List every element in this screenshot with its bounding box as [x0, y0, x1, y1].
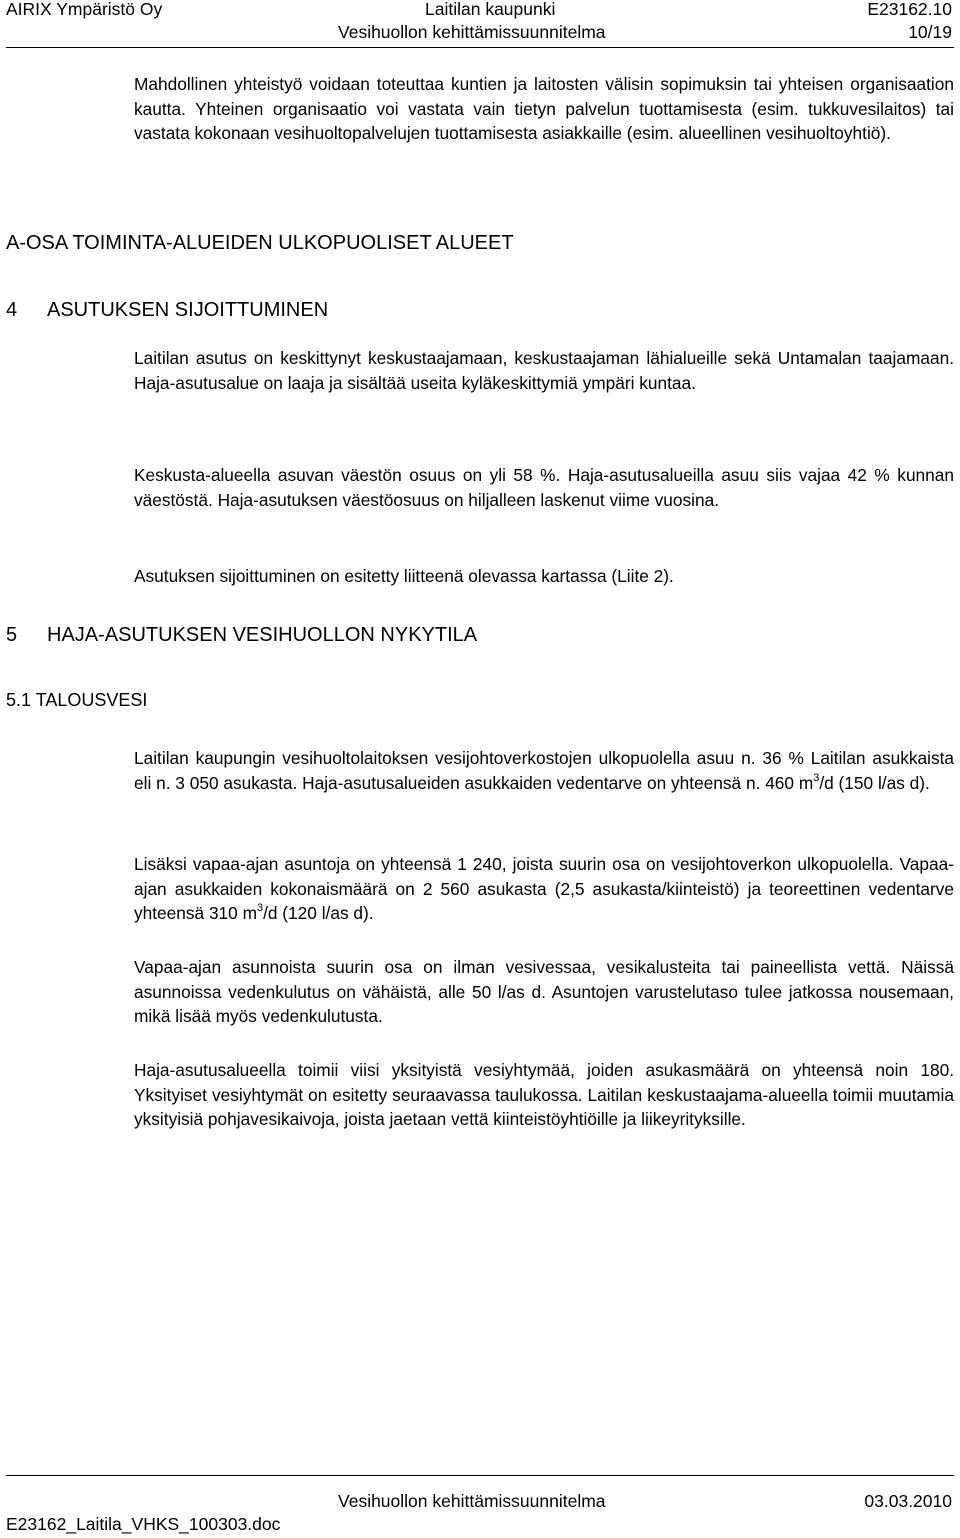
- header-divider: [6, 47, 954, 48]
- footer-filename: E23162_Laitila_VHKS_100303.doc: [6, 1514, 281, 1534]
- section-4-heading: [6, 297, 328, 323]
- section-4-title: ASUTUKSEN SIJOITTUMINEN: [47, 299, 329, 321]
- p2-text-a: Lisäksi vapaa-ajan asuntoja on yhteensä 1 240, joista suurin osa on vesijohtoverkon ulkopuolella. Vapaa-ajan asukkaiden kokonaismäärä on 2 560 asukasta (2,5 asukasta/kiinteistö) ja teoreettinen vedentarve yhteensä 310 m: [134, 854, 954, 924]
- header-page-number: 10/19: [908, 22, 952, 42]
- header-company: AIRIX Ympäristö Oy: [6, 0, 163, 19]
- footer-doc-title: Vesihuollon kehittämissuunnitelma: [338, 1491, 606, 1511]
- section-5-heading: [6, 622, 477, 648]
- header-client: Laitilan kaupunki: [425, 0, 556, 19]
- section-4-number: 4: [6, 299, 18, 321]
- section-5-1-paragraph-3: Vapaa-ajan asunnoista suurin osa on ilman vesivessaa, vesikalusteita tai paineellista vettä. Näissä asunnoissa vedenkulutus on vähäistä, alle 50 l/as d. Asuntojen varustelutaso tulee jatkossa nousemaan, mikä lisää myös vedenkulutusta.: [134, 957, 954, 1027]
- section-5-1-paragraph-2: [134, 852, 954, 926]
- header-project-code: E23162.10: [867, 0, 952, 19]
- section-5-1-heading: 5.1 TALOUSVESI: [6, 690, 148, 710]
- p1-text-b: /d (150 l/as d).: [819, 772, 930, 793]
- section-5-1-paragraph-1: [134, 746, 954, 795]
- section-5-number: 5: [6, 624, 18, 646]
- p1-text-a: Laitilan kaupungin vesihuoltolaitoksen vesijohtoverkostojen ulkopuolella asuu n. 36 % Laitilan asukkaista eli n. 3 050 asukasta. Haja-asutusalueiden asukkaiden vedentarve on yhteensä n. 460 m: [134, 748, 954, 793]
- footer-date: 03.03.2010: [864, 1491, 952, 1511]
- p1-superscript: 3: [813, 771, 820, 784]
- section-4-paragraph-2: Keskusta-alueella asuvan väestön osuus on yli 58 %. Haja-asutusalueilla asuu siis vajaa 42 % kunnan väestöstä. Haja-asutuksen väestöosuus on hiljalleen laskenut viime vuosina.: [134, 465, 954, 510]
- header-doc-title: Vesihuollon kehittämissuunnitelma: [338, 22, 606, 42]
- p2-text-b: /d (120 l/as d).: [263, 903, 374, 924]
- p2-superscript: 3: [256, 902, 264, 915]
- section-5-1-paragraph-4: Haja-asutusalueella toimii viisi yksityistä vesiyhtymää, joiden asukasmäärä on yhteensä noin 180. Yksityiset vesiyhtymät on esitetty seuraavassa taulukossa. Laitilan keskustaajama-alueella toimii muutamia yksityisiä pohjavesikaivoja, joista jaetaan vettä kiinteistöyhtiöille ja liikeyrityksille.: [134, 1060, 954, 1130]
- section-4-paragraph-3: Asutuksen sijoittuminen on esitetty liitteenä olevassa kartassa (Liite 2).: [134, 566, 674, 586]
- section-5-title: HAJA-ASUTUKSEN VESIHUOLLON NYKYTILA: [47, 624, 478, 646]
- part-heading: A-OSA TOIMINTA-ALUEIDEN ULKOPUOLISET ALUEET: [6, 232, 514, 254]
- footer-divider: [6, 1475, 954, 1476]
- intro-paragraph: Mahdollinen yhteistyö voidaan toteuttaa kuntien ja laitosten välisin sopimuksin tai yhteisen organisaation kautta. Yhteinen organisaatio voi vastata vain tietyn palvelun tuottamisesta (esim. tukkuvesilaitos) tai vastata kokonaan vesihuoltopalvelujen tuottamisesta asiakkaille (esim. alueellinen vesihuoltoyhtiö).: [134, 74, 954, 144]
- section-4-paragraph-1: Laitilan asutus on keskittynyt keskustaajamaan, keskustaajaman lähialueille sekä Untamalan taajamaan. Haja-asutusalue on laaja ja sisältää useita kyläkeskittymiä ympäri kuntaa.: [134, 348, 954, 393]
